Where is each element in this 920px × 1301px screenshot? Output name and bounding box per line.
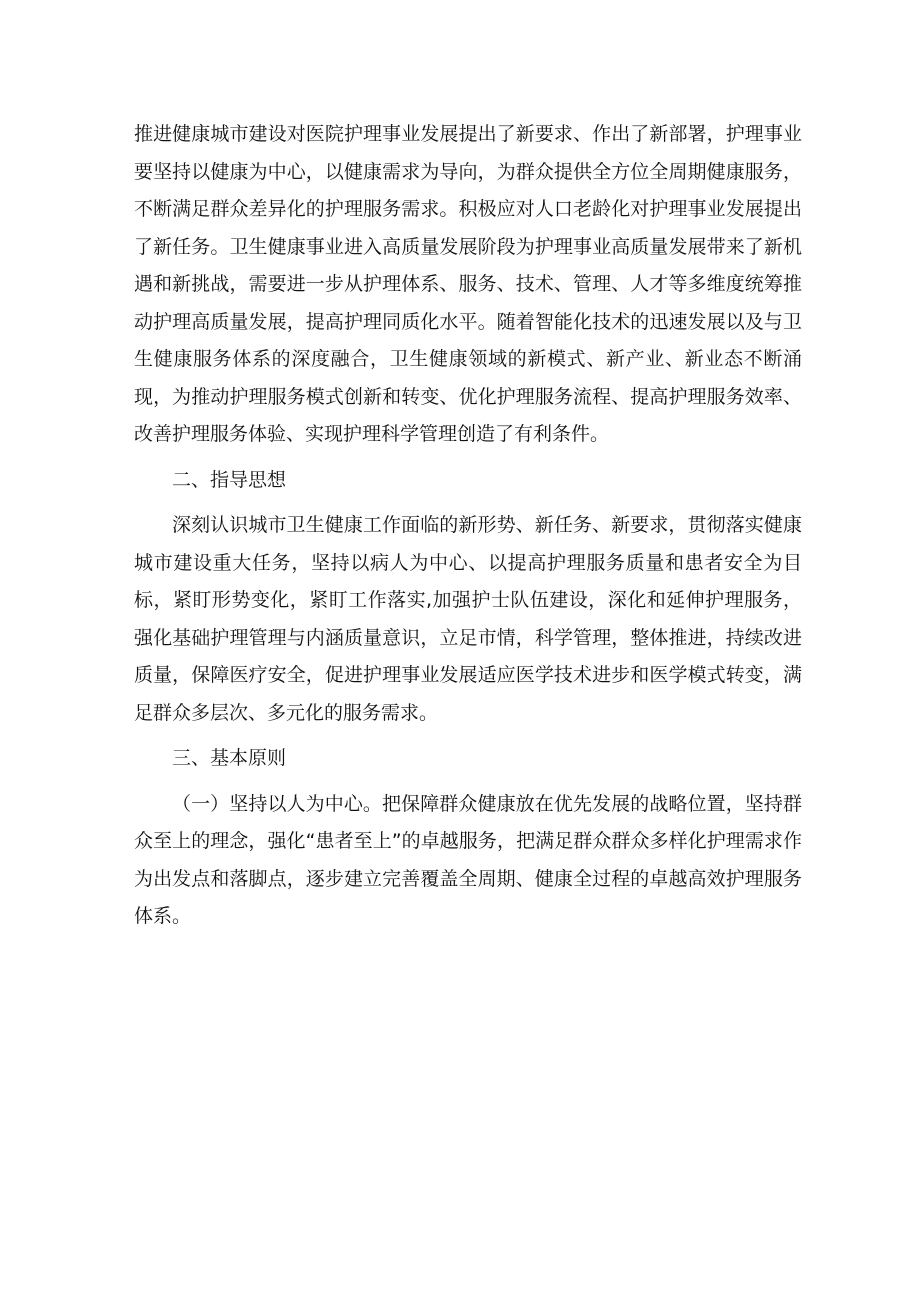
section-heading-guiding-ideology: 二、指导思想 xyxy=(172,468,287,491)
section-heading-basic-principles: 三、基本原则 xyxy=(172,747,287,769)
paragraph-background: 推进健康城市建设对医院护理事业发展提出了新要求、作出了新部署，护理事业要坚持以健康为中心，以健康需求为导向，为群众提供全方位全周期健康服务，不断满足群众差异化的护理服务需求。积极应对人口老龄化对护理事业发展提出了新任务。卫生健康事业进入高质量发展阶段为护理事业高质量发展带来了新机遇和新挑战，需要进一步从护理体系、服务、技术、管理、人才等多维度统筹推动护理高质量发展，提高护理同质化水平。随着智能化技术的迅速发展以及与卫生健康服务体系的深度融合，卫生健康领域的新模式、新产业、新业态不断涌现，为推动护理服务模式创新和转变、优化护理服务流程、提高护理服务效率、改善护理服务体验、实现护理科学管理创造了有利条件。 xyxy=(134,123,802,445)
spacer xyxy=(134,454,802,462)
document-body xyxy=(134,116,802,936)
paragraph-principle-one: （一）坚持以人为中心。把保障群众健康放在优先发展的战略位置，坚持群众至上的理念，强化“患者至上”的卓越服务，把满足群众群众多样化护理需求作为出发点和落脚点，逐步建立完善覆盖全周期、健康全过程的卓越高效护理服务体系。 xyxy=(134,792,802,927)
spacer xyxy=(134,778,802,786)
paragraph-guiding-ideology: 深刻认识城市卫生健康工作面临的新形势、新任务、新要求，贯彻落实健康城市建设重大任务，坚持以病人为中心、以提高护理服务质量和患者安全为目标，紧盯形势变化，紧盯工作落实,加强护士队伍建设，深化和延伸护理服务，强化基础护理管理与内涵质量意识，立足市情，科学管理，整体推进，持续改进质量，保障医疗安全，促进护理事业发展适应医学技术进步和医学模式转变，满足群众多层次、多元化的服务需求。 xyxy=(134,514,802,724)
spacer xyxy=(134,732,802,740)
spacer xyxy=(134,499,802,507)
